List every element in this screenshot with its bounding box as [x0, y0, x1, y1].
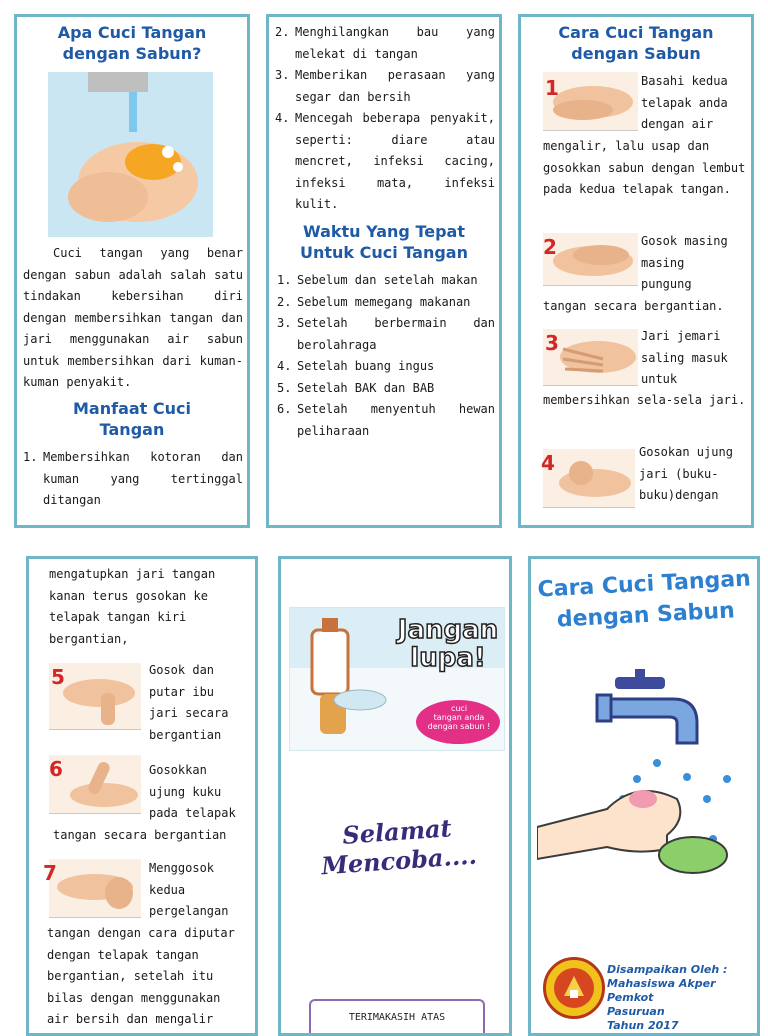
- panel-how-to-wash: [518, 14, 754, 528]
- title-line1: Cara Cuci Tangan: [558, 23, 714, 42]
- presenter-block: [607, 963, 757, 1033]
- list-item: 1. Sebelum dan setelah makan: [277, 273, 478, 287]
- step-2-number: 2: [543, 235, 557, 259]
- thanks-box: [309, 999, 485, 1036]
- cover-title: Cara Cuci Tangan dengan Sabun: [537, 566, 752, 633]
- step-6-number: 6: [49, 757, 63, 781]
- step-3-text-continued: membersihkan sela-sela jari.: [543, 393, 746, 407]
- times-title-line2: Untuk Cuci Tangan: [300, 243, 468, 262]
- step-6-text-continued: tangan secara bergantian: [53, 828, 227, 842]
- step-7-text: Menggosok kedua pergelangan: [149, 861, 229, 918]
- banner-bubble-text: cuci tangan anda dengan sabun !: [427, 704, 491, 731]
- benefits-title-line1: Manfaat Cuci: [73, 399, 191, 418]
- step-7-number: 7: [43, 861, 57, 885]
- handwashing-illustration: [48, 72, 213, 237]
- step-4-text: Gosokan ujung jari (buku-buku)dengan: [639, 445, 733, 502]
- presenter-city: Pasuruan: [607, 1005, 665, 1018]
- panel-dont-forget: [278, 556, 512, 1036]
- step-4-text-continued: mengatupkan jari tangan kanan terus gosokan ke telapak tangan kiri bergantian,: [49, 567, 216, 646]
- step-6-text: Gosokkan ujung kuku pada telapak: [149, 763, 236, 820]
- panel-steps-continued: [26, 556, 258, 1036]
- times-list: [277, 270, 495, 442]
- step-2-text-continued: tangan secara bergantian.: [543, 299, 724, 313]
- benefits-list: [23, 447, 243, 512]
- presenter-name: Mahasiswa Akper Pemkot: [607, 977, 716, 1004]
- step-1-text-continued: mengalir, lalu usap dan gosokkan sabun dengan lembut pada kedua telapak tangan.: [543, 139, 746, 196]
- list-item: 4. Setelah buang ingus: [277, 359, 435, 373]
- greeting-text: Selamat Mencoba....: [320, 813, 478, 881]
- list-item: 1. Membersihkan kotoran dan kuman yang tertinggal ditangan: [23, 450, 243, 507]
- list-item: 2. Sebelum memegang makanan: [277, 294, 471, 309]
- list-item: 2. Menghilangkan bau yang melekat di tangan: [275, 25, 495, 61]
- step-2-text: Gosok masing masing pungung: [641, 234, 728, 291]
- title-line2: dengan Sabun: [571, 44, 701, 63]
- step-4-number: 4: [541, 451, 555, 475]
- list-item: 3. Setelah berbermain dan berolahraga: [277, 316, 495, 352]
- thanks-text: TERIMAKASIH ATAS: [348, 1012, 446, 1023]
- step-3-text: Jari jemari saling masuk untuk: [641, 329, 728, 386]
- presented-by-label: Disampaikan Oleh :: [607, 963, 728, 976]
- list-item: 6. Setelah menyentuh hewan peliharaan: [277, 402, 495, 438]
- step-5-text: Gosok dan putar ibu jari secara bergantian: [149, 663, 229, 742]
- benefits-title-line2: Tangan: [99, 420, 165, 439]
- step-5-number: 5: [51, 665, 65, 689]
- title-line1: Apa Cuci Tangan: [57, 23, 207, 42]
- title-line2: dengan Sabun?: [62, 44, 202, 63]
- step-2-illustration: [543, 233, 638, 286]
- step-1-text: Basahi kedua telapak anda dengan air: [641, 74, 728, 131]
- panel-what-is-handwashing: [14, 14, 250, 528]
- dont-forget-banner: [289, 607, 505, 751]
- step-1-number: 1: [545, 76, 559, 100]
- times-title-line1: Waktu Yang Tepat: [303, 222, 465, 241]
- panel-cover: [528, 556, 760, 1036]
- presenter-year: Tahun 2017: [607, 1019, 679, 1032]
- benefits-list-continued: [275, 22, 495, 216]
- step-7-illustration: [49, 859, 141, 918]
- faucet-hands-illustration: [537, 659, 755, 885]
- akper-seal-logo: [543, 957, 605, 1019]
- intro-paragraph: Cuci tangan yang benar dengan sabun adalah salah satu tindakan kebersihan diri dengan membersihkan tangan dan jari menggunakan air sabun untuk membersihkan dari kuman-kuman penyakit.: [23, 246, 243, 389]
- step-4-illustration: [543, 449, 635, 508]
- list-item: 5. Setelah BAK dan BAB: [277, 380, 435, 395]
- step-3-number: 3: [545, 331, 559, 355]
- step-7-text-continued: tangan dengan cara diputar dengan telapak tangan bergantian, setelah itu bilas dengan menggunakan air bersih dan mengalir: [47, 926, 235, 1026]
- banner-title: Jangan lupa!: [397, 615, 499, 673]
- list-item: 4. Mencegah beberapa penyakit, seperti: diare atau mencret, infeksi cacing, infeksi mata, infeksi kulit.: [275, 111, 495, 211]
- panel-benefits-and-times: [266, 14, 502, 528]
- list-item: 3. Memberikan perasaan yang segar dan bersih: [275, 68, 495, 104]
